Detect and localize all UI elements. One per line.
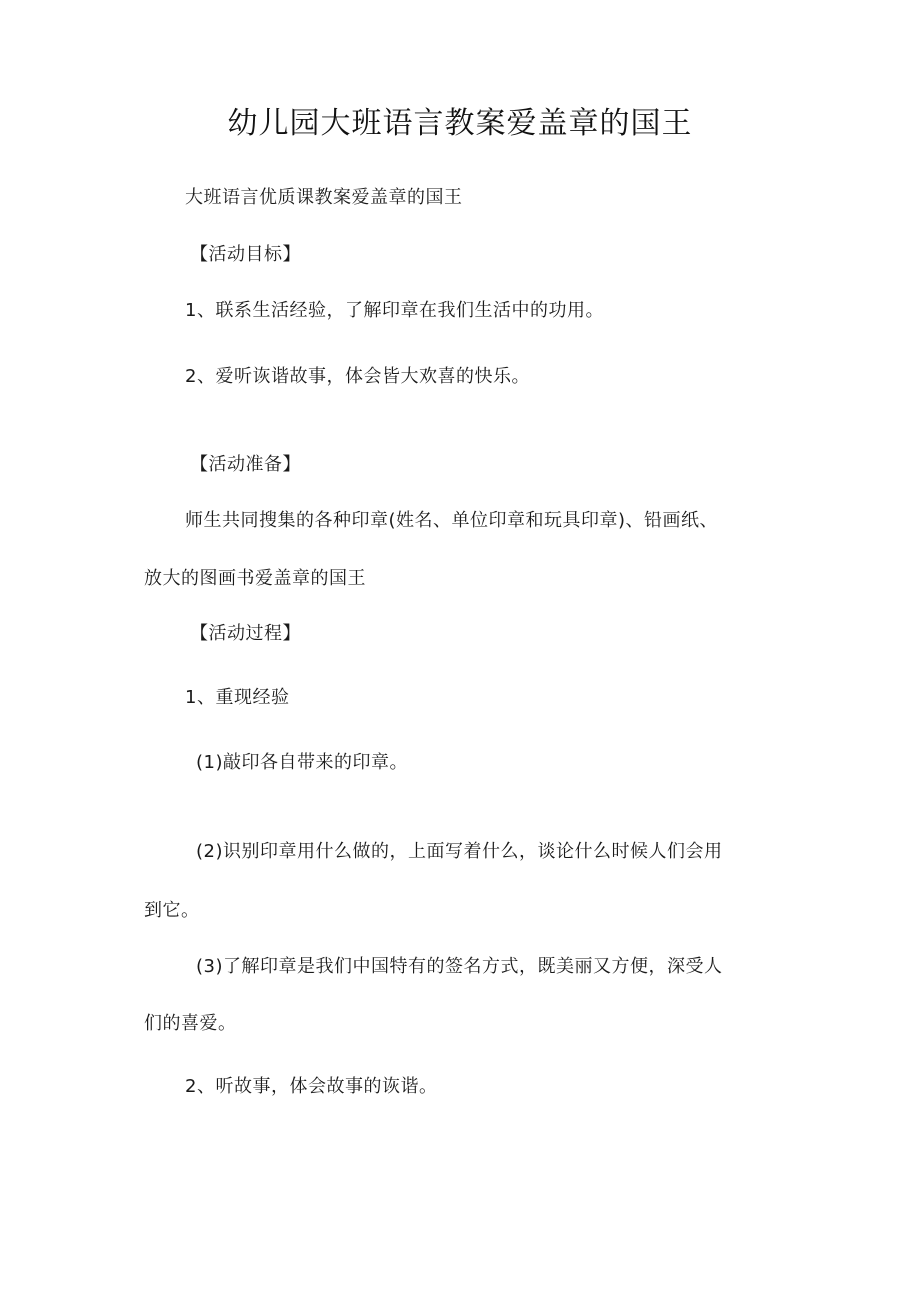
step-1: 1、重现经验 (185, 687, 290, 708)
process-heading: 【活动过程】 (190, 623, 301, 644)
step-1-b-line-1: (2)识别印章用什么做的，上面写着什么，谈论什么时候人们会用 (196, 841, 723, 862)
goal-item-2: 2、爱听诙谐故事，体会皆大欢喜的快乐。 (185, 366, 530, 387)
step-2: 2、听故事，体会故事的诙谐。 (185, 1076, 438, 1097)
step-1-a: (1)敲印各自带来的印章。 (196, 752, 408, 773)
prep-heading: 【活动准备】 (190, 454, 301, 475)
step-1-b-line-2: 到它。 (144, 900, 200, 921)
document-title: 幼儿园大班语言教案爱盖章的国王 (227, 106, 693, 141)
document-subtitle: 大班语言优质课教案爱盖章的国王 (185, 187, 463, 208)
step-1-c-line-2: 们的喜爱。 (144, 1013, 237, 1034)
prep-line-1: 师生共同搜集的各种印章(姓名、单位印章和玩具印章)、铅画纸、 (185, 510, 719, 531)
prep-line-2: 放大的图画书爱盖章的国王 (144, 568, 366, 589)
goals-heading: 【活动目标】 (190, 244, 301, 265)
step-1-c-line-1: (3)了解印章是我们中国特有的签名方式，既美丽又方便，深受人 (196, 956, 723, 977)
goal-item-1: 1、联系生活经验，了解印章在我们生活中的功用。 (185, 300, 604, 321)
